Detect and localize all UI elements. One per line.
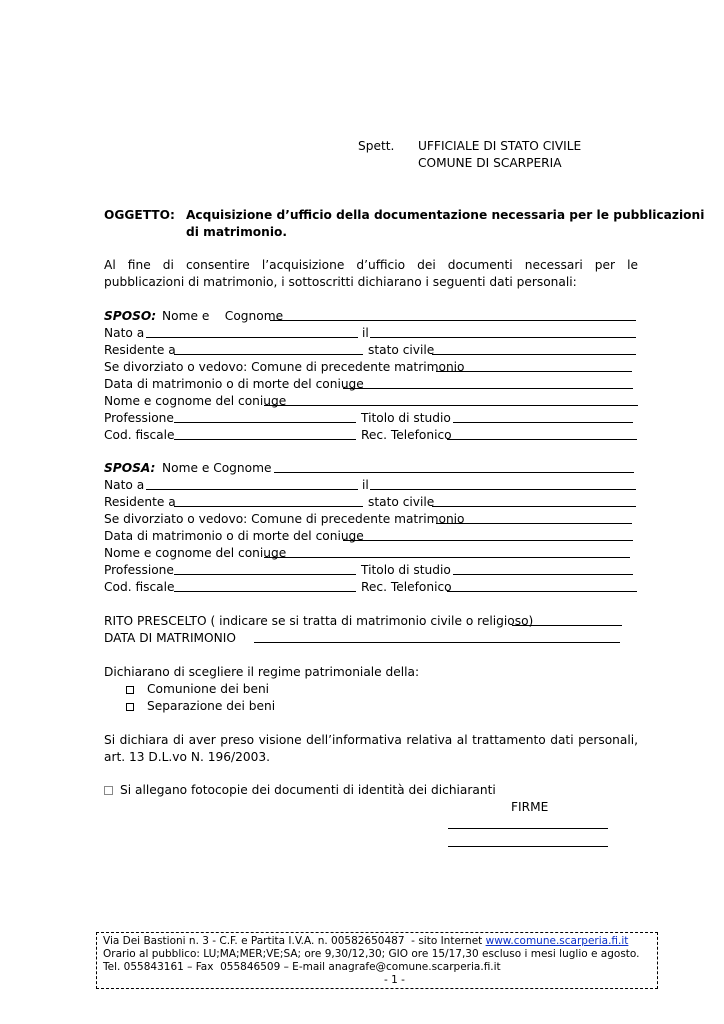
sposo-nato-label: Nato a xyxy=(104,326,145,340)
sposo-residente-label: Residente a xyxy=(104,343,176,357)
sposo-divorziato-label: Se divorziato o vedovo: Comune di precedente matrimonio xyxy=(104,360,465,374)
sposa-telefono-field[interactable] xyxy=(447,591,637,592)
sposo-heading: SPOSO: xyxy=(104,309,157,323)
sposa-divorziato-field[interactable] xyxy=(436,523,632,524)
privacy-paragraph: Si dichiara di aver preso visione dell’informativa relativa al trattamento dati personali, art. 13 D.L.vo N. 196/2003. xyxy=(104,733,638,764)
sposo-professione-field[interactable] xyxy=(174,422,356,423)
footer-hours: Orario al pubblico: LU;MA;MER;VE;SA; ore 9,30/12,30; GIO ore 15/17,30 escluso i mesi luglio e agosto. xyxy=(103,948,640,960)
signature-line-2[interactable] xyxy=(448,846,608,847)
sposo-professione-label: Professione xyxy=(104,411,174,425)
comunione-checkbox[interactable] xyxy=(126,686,134,694)
sposa-nato-label: Nato a xyxy=(104,478,145,492)
sposa-il-label: il xyxy=(362,478,369,492)
sposa-nome-coniuge-label: Nome e cognome del coniuge xyxy=(104,546,287,560)
sposa-cod-fiscale-label: Cod. fiscale xyxy=(104,580,175,594)
allegati-checkbox[interactable] xyxy=(104,786,113,795)
sposa-residente-field[interactable] xyxy=(174,506,363,507)
data-matrimonio-field[interactable] xyxy=(254,642,620,643)
sposa-data-matrimonio-field[interactable] xyxy=(343,540,633,541)
sposo-data-matrimonio-field[interactable] xyxy=(343,388,633,389)
sposa-divorziato-label: Se divorziato o vedovo: Comune di precedente matrimonio xyxy=(104,512,465,526)
sposa-titolo-label: Titolo di studio xyxy=(361,563,451,577)
sposo-stato-civile-field[interactable] xyxy=(432,354,636,355)
sposa-professione-field[interactable] xyxy=(174,574,356,575)
sposo-cod-fiscale-label: Cod. fiscale xyxy=(104,428,175,442)
sposa-nome-field[interactable] xyxy=(274,472,634,473)
sposo-telefono-field[interactable] xyxy=(447,439,637,440)
firme-label: FIRME xyxy=(511,800,549,814)
sposo-titolo-field[interactable] xyxy=(453,422,633,423)
sposo-nome-field[interactable] xyxy=(270,320,636,321)
sposo-divorziato-field[interactable] xyxy=(436,371,632,372)
footer-website-link[interactable]: www.comune.scarperia.fi.it xyxy=(485,935,629,947)
regime-intro: Dichiarano di scegliere il regime patrimoniale della: xyxy=(104,665,420,679)
sposo-nome-label: Nome e Cognome xyxy=(162,309,284,323)
sposo-residente-field[interactable] xyxy=(174,354,363,355)
sposo-titolo-label: Titolo di studio xyxy=(361,411,451,425)
spett-label: Spett. xyxy=(358,139,395,153)
page-number: - 1 - xyxy=(384,974,405,986)
sposo-nome-coniuge-field[interactable] xyxy=(264,405,638,406)
sposo-telefono-label: Rec. Telefonico xyxy=(361,428,452,442)
sposa-nato-field[interactable] xyxy=(146,489,358,490)
intro-paragraph: Al fine di consentire l’acquisizione d’ufficio dei documenti necessari per le pubblicazioni di matrimonio, i sottoscritti dichiarano i seguenti dati personali: xyxy=(104,258,638,289)
sposo-il-label: il xyxy=(362,326,369,340)
recipient-line-2: COMUNE DI SCARPERIA xyxy=(418,156,562,170)
signature-line-1[interactable] xyxy=(448,828,608,829)
subject-line-2: di matrimonio. xyxy=(186,225,288,239)
sposo-nato-field[interactable] xyxy=(146,337,358,338)
rito-prescelto-field[interactable] xyxy=(512,625,622,626)
sposa-professione-label: Professione xyxy=(104,563,174,577)
sposo-nome-coniuge-label: Nome e cognome del coniuge xyxy=(104,394,287,408)
sposa-stato-civile-field[interactable] xyxy=(432,506,636,507)
separazione-label: Separazione dei beni xyxy=(147,699,276,713)
footer-address: Via Dei Bastioni n. 3 - C.F. e Partita I.V.A. n. 00582650487 - sito Internet xyxy=(103,935,486,947)
comunione-label: Comunione dei beni xyxy=(147,682,270,696)
sposa-data-matrimonio-label: Data di matrimonio o di morte del coniuge xyxy=(104,529,364,543)
sposa-heading: SPOSA: xyxy=(104,461,156,475)
sposa-residente-label: Residente a xyxy=(104,495,176,509)
sposo-stato-civile-label: stato civile xyxy=(368,343,435,357)
sposa-telefono-label: Rec. Telefonico xyxy=(361,580,452,594)
sposo-il-field[interactable] xyxy=(370,337,636,338)
allegati-label: Si allegano fotocopie dei documenti di identità dei dichiaranti xyxy=(120,783,496,797)
sposa-nome-coniuge-field[interactable] xyxy=(264,557,630,558)
footer-address-line xyxy=(103,935,628,948)
sposa-titolo-field[interactable] xyxy=(453,574,633,575)
footer-box xyxy=(96,932,658,989)
subject-line-1: Acquisizione d’ufficio della documentazione necessaria per le pubblicazioni xyxy=(186,208,705,222)
data-matrimonio-label: DATA DI MATRIMONIO xyxy=(104,631,236,645)
recipient-line-1: UFFICIALE DI STATO CIVILE xyxy=(418,139,582,153)
sposa-stato-civile-label: stato civile xyxy=(368,495,435,509)
sposa-il-field[interactable] xyxy=(370,489,636,490)
sposa-cod-fiscale-field[interactable] xyxy=(174,591,356,592)
subject-label: OGGETTO: xyxy=(104,208,175,222)
separazione-checkbox[interactable] xyxy=(126,703,134,711)
sposa-nome-label: Nome e Cognome xyxy=(162,461,272,475)
rito-prescelto-label: RITO PRESCELTO ( indicare se si tratta di matrimonio civile o religioso) xyxy=(104,614,534,628)
sposo-cod-fiscale-field[interactable] xyxy=(174,439,356,440)
footer-contacts: Tel. 055843161 – Fax 055846509 – E-mail anagrafe@comune.scarperia.fi.it xyxy=(103,961,501,973)
sposo-data-matrimonio-label: Data di matrimonio o di morte del coniuge xyxy=(104,377,364,391)
